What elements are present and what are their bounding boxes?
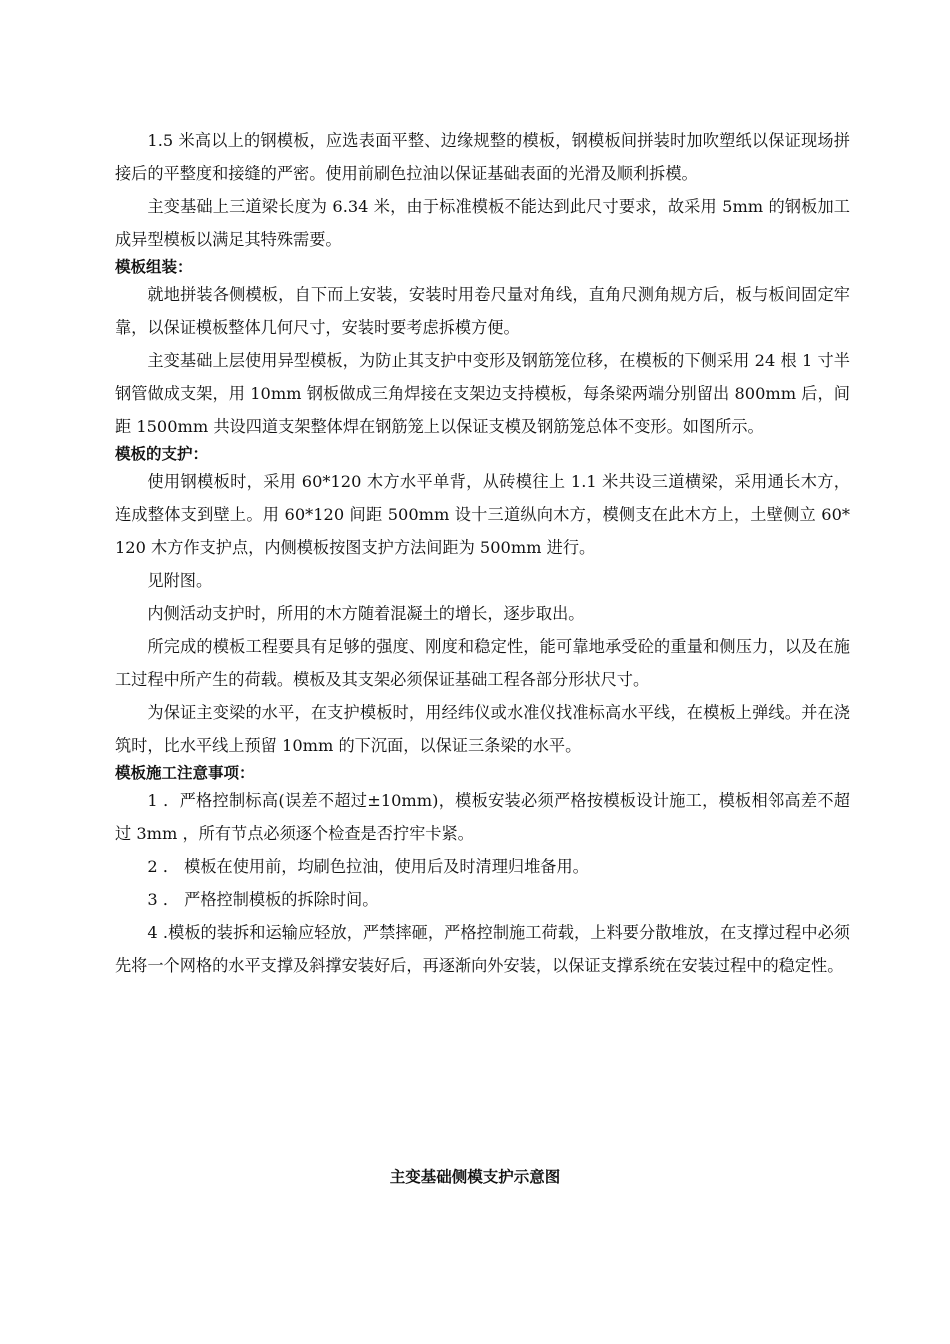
notes-item-2: 2 ． 模板在使用前，均刷色拉油，使用后及时清理归堆备用。 — [147, 857, 589, 876]
support-heading: 模板的支护： — [115, 445, 209, 463]
assembly-heading: 模板组装： — [115, 258, 193, 276]
support-paragraph-3: 内侧活动支护时，所用的木方随着混凝土的增长，逐步取出。 — [147, 604, 585, 623]
notes-item-3: 3 ． 严格控制模板的拆除时间。 — [147, 890, 379, 909]
assembly-paragraph-2: 主变基础上层使用异型模板，为防止其支护中变形及钢筋笼位移，在模板的下侧采用 24 根 1 寸半钢管做成支架，用 10mm 钢板做成三角焊接在支架边支持模板，每条梁两端分别留出 800mm 后，间距 1500mm 共设四道支架整体焊在钢筋笼上以保证支模及钢筋笼总体不变形。如图所示。 — [115, 351, 850, 436]
support-paragraph-5: 为保证主变梁的水平，在支护模板时，用经纬仪或水准仪找准标高水平线，在模板上弹线。并在浇筑时，比水平线上预留 10mm 的下沉面，以保证三条梁的水平。 — [115, 703, 850, 755]
intro-paragraph-1: 1.5 米高以上的钢模板，应选表面平整、边缘规整的模板，钢模板间拼装时加吹塑纸以保证现场拼接后的平整度和接缝的严密。使用前刷色拉油以保证基础表面的光滑及顺利拆模。 — [115, 131, 850, 183]
notes-item-1: 1 ．严格控制标高(误差不超过±10mm)，模板安装必须严格按模板设计施工，模板相邻高差不超过 3mm ，所有节点必须逐个检查是否拧牢卡紧。 — [115, 791, 850, 843]
support-paragraph-1: 使用钢模板时，采用 60*120 木方水平单背，从砖模往上 1.1 米共设三道横梁，采用通长木方，连成整体支到壁上。用 60*120 间距 500mm 设十三道纵向木方，模侧支在此木方上，土壁侧立 60*120 木方作支护点，内侧模板按图支护方法间距为 500mm 进行。 — [115, 472, 850, 557]
intro-paragraph-2: 主变基础上三道梁长度为 6.34 米，由于标准模板不能达到此尺寸要求，故采用 5mm 的钢板加工成异型模板以满足其特殊需要。 — [115, 197, 850, 249]
assembly-paragraph-1: 就地拼装各侧模板，自下而上安装，安装时用卷尺量对角线，直角尺测角规方后，板与板间固定牢靠，以保证模板整体几何尺寸，安装时要考虑拆模方便。 — [115, 285, 850, 337]
support-paragraph-2: 见附图。 — [147, 571, 213, 590]
notes-heading: 模板施工注意事项： — [115, 764, 255, 782]
figure-caption: 主变基础侧模支护示意图 — [389, 1168, 561, 1186]
document-body — [115, 124, 850, 982]
support-paragraph-4: 所完成的模板工程要具有足够的强度、刚度和稳定性，能可靠地承受砼的重量和侧压力，以及在施工过程中所产生的荷载。模板及其支架必须保证基础工程各部分形状尺寸。 — [115, 637, 850, 689]
notes-item-4: 4 .模板的装拆和运输应轻放，严禁摔砸，严格控制施工荷载，上料要分散堆放，在支撑过程中必须先将一个网格的水平支撑及斜撑安装好后，再逐渐向外安装，以保证支撑系统在安装过程中的稳定性。 — [115, 923, 850, 975]
